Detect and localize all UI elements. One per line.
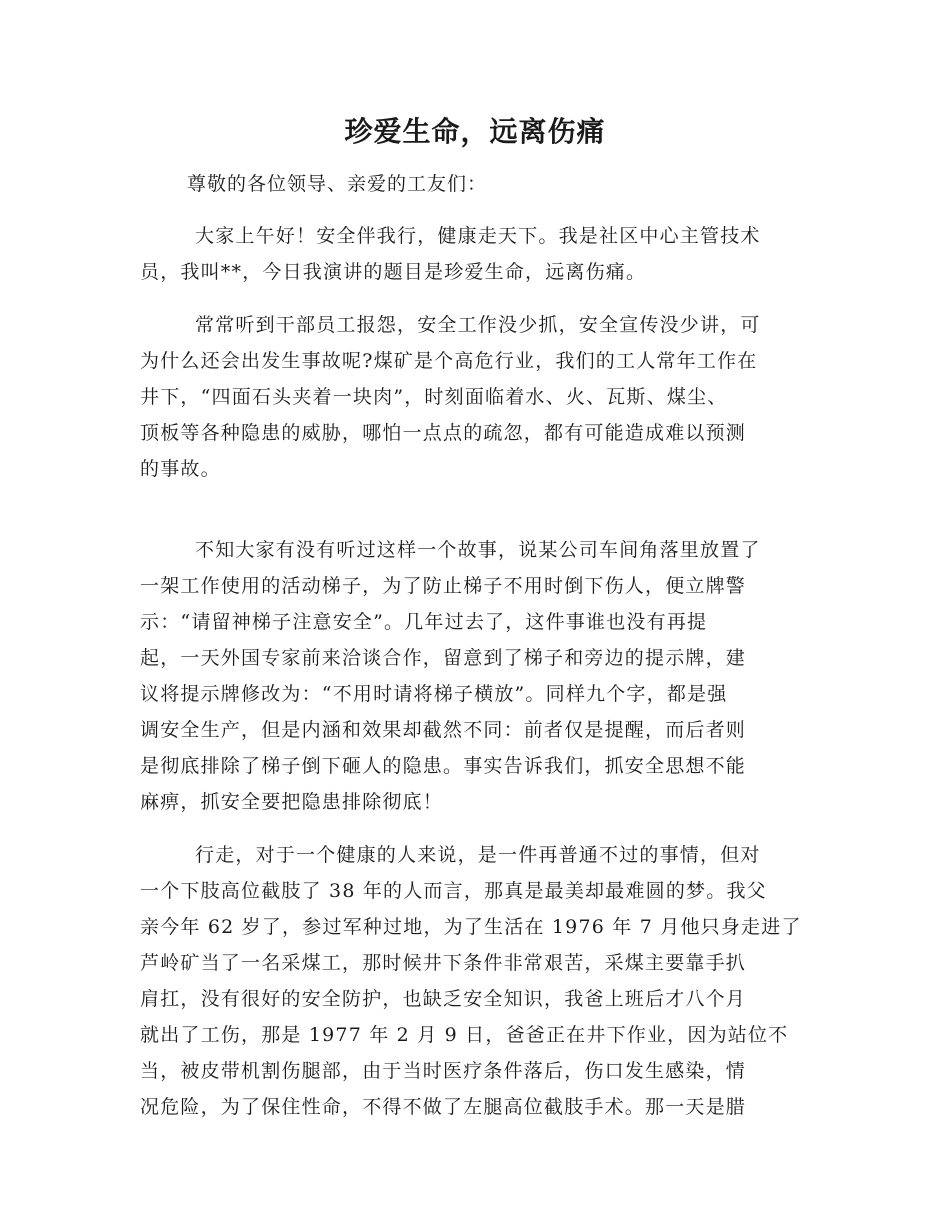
text-line: 一架工作使用的活动梯子，为了防止梯子不用时倒下伤人，便立牌警 bbox=[140, 575, 747, 597]
text-line: 起，一天外国专家前来洽谈合作，留意到了梯子和旁边的提示牌，建 bbox=[140, 647, 747, 669]
text-line: 况危险，为了保住性命，不得不做了左腿高位截肢手术。那一天是腊 bbox=[140, 1096, 747, 1118]
text-line: 麻痹，抓安全要把隐患排除彻底！ bbox=[140, 791, 444, 813]
text-line: 示：“请留神梯子注意安全”。几年过去了，这件事谁也没有再提 bbox=[140, 611, 708, 633]
text-line: 议将提示牌修改为：“不用时请将梯子横放”。同样九个字，都是强 bbox=[140, 683, 728, 705]
text-line: 行走，对于一个健康的人来说，是一件再普通不过的事情，但对 bbox=[195, 844, 761, 866]
text-line: 肩扛，没有很好的安全防护，也缺乏安全知识，我爸上班后才八个月 bbox=[140, 988, 747, 1010]
document-title: 珍爱生命，远离伤痛 bbox=[344, 115, 606, 148]
text-line: 的事故。 bbox=[140, 458, 221, 480]
text-line: 调安全生产，但是内涵和效果却截然不同：前者仅是提醒，而后者则 bbox=[140, 719, 747, 741]
text-line: 为什么还会出发生事故呢?煤矿是个高危行业，我们的工人常年工作在 bbox=[140, 350, 758, 372]
text-line: 当，被皮带机割伤腿部，由于当时医疗条件落后，伤口发生感染，情 bbox=[140, 1060, 747, 1082]
text-line: 芦岭矿当了一名采煤工，那时候井下条件非常艰苦，采煤主要靠手扒 bbox=[140, 952, 747, 974]
text-line: 员，我叫**，今日我演讲的题目是珍爱生命，远离伤痛。 bbox=[140, 261, 647, 283]
text-line: 亲今年 62 岁了，参过军种过地，为了生活在 1976 年 7 月他只身走进了 bbox=[140, 916, 802, 938]
text-line: 是彻底排除了梯子倒下砸人的隐患。事实告诉我们，抓安全思想不能 bbox=[140, 755, 747, 777]
text-line: 就出了工伤，那是 1977 年 2 月 9 日，爸爸正在井下作业，因为站位不 bbox=[140, 1024, 789, 1046]
text-line: 井下，“四面石头夹着一块肉”，时刻面临着水、火、瓦斯、煤尘、 bbox=[140, 386, 728, 408]
text-line: 顶板等各种隐患的威胁，哪怕一点点的疏忽，都有可能造成难以预测 bbox=[140, 422, 747, 444]
text-line: 大家上午好！安全伴我行，健康走天下。我是社区中心主管技术 bbox=[195, 225, 761, 247]
text-line: 不知大家有没有听过这样一个故事，说某公司车间角落里放置了 bbox=[195, 539, 761, 561]
greeting: 尊敬的各位领导、亲爱的工友们： bbox=[187, 173, 488, 195]
text-line: 常常听到干部员工报怨，安全工作没少抓，安全宣传没少讲，可 bbox=[195, 314, 761, 336]
text-line: 一个下肢高位截肢了 38 年的人而言，那真是最美却最难圆的梦。我父 bbox=[140, 880, 767, 902]
